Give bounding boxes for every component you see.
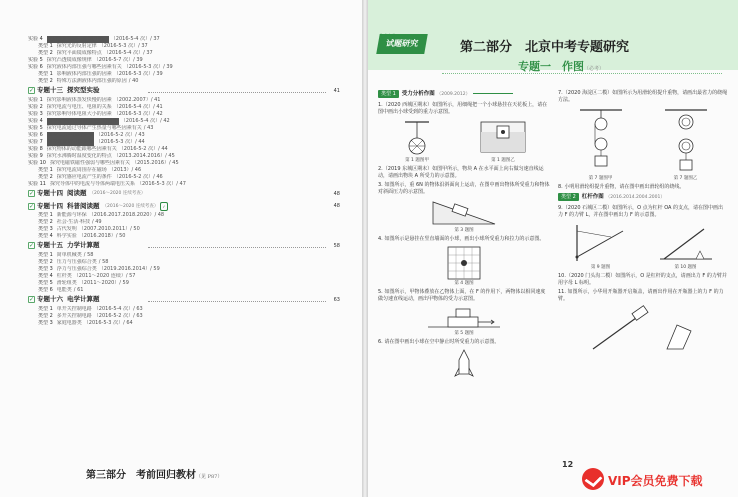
question-11: 11. 如图所示，小华用开瓶器开启瓶盖，请画出作用在开瓶器上的力 F 的力臂。 [558,289,724,302]
toc-row[interactable]: 类型 4 杠杆类 （2011～2020 连续）/ 57 [38,273,136,279]
toc-row[interactable]: 实验 6 探究液体内部压强与哪些因素有关 （2016-5-3 次）/ 39 [28,64,173,70]
toc-row[interactable]: 类型 3 家庭电器类 （2016-5-3 次）/ 64 [38,320,133,326]
question-7: 7.（2020 海淀区二模）如图所示为用滑轮组提升重物，请画出最省力的绕绳方法。 [558,90,728,103]
type-heading-2: 类型 2 杠杆作图 （2016.2014.2004.2001） [558,193,728,202]
toc-row[interactable]: 实验 8 探究物体的动能跟哪些因素有关 （2016-5-2 次）/ 44 [28,146,168,152]
toc-row[interactable]: 类型 2 特殊方法测液体内部压强的原因 / 40 [38,78,139,84]
check-icon: ✓ [29,296,35,303]
left-column [378,90,550,378]
bar-lever-icon [656,221,716,265]
part-title: 第二部分 北京中考专题研究 [460,40,630,55]
check-icon: ✓ [29,242,35,249]
toc-row[interactable]: 类型 1 探究电流周围存在磁场 （2013）/ 46 [38,167,142,173]
figure-10: 第 10 题图 [656,221,716,271]
toc-row[interactable]: 实验 9 探究水沸腾时温度变化的特点 （2013.2014.2016）/ 45 [28,153,175,159]
banner-tag: 北京中考 试题研究 [376,34,428,54]
figure-7b: 第 7 题图乙 [661,106,711,182]
figure-1b: 第 1 题图乙 [475,118,531,164]
hanging-ball-icon [397,118,437,158]
right-column [558,90,728,351]
toc-row[interactable]: 类型 6 电能类 / 61 [38,287,84,293]
question-1: 1.（2020 西城区期末）如图所示，用细绳把一个小球悬挂在天花板上，请在图中画出小球受到的重力示意图。 [378,102,548,115]
check-icon: ✓ [29,87,35,94]
lever-icon [571,221,631,265]
rocket-icon [449,348,479,378]
table-of-contents [28,36,340,327]
toc-row[interactable]: 实验 5 探究电流通过导体产生热量与哪些因素有关 / 43 [28,125,154,131]
toc-row[interactable]: 类型 1 探究光的反射定律 （2016-5-3 次）/ 37 [38,43,148,49]
page-number: 12 [562,460,574,469]
section-15[interactable]: ✓ 专题十五 力学计算题 58 [29,241,340,249]
toc-row[interactable]: 类型 2 探究感应电流产生的条件 （2016-5-2 次）/ 46 [38,174,163,180]
pulley-a-icon [576,106,626,176]
toc-row[interactable]: 类型 1 影响液体内部压强的因素 （2016-5-3 次）/ 39 [38,71,163,77]
toc-row[interactable]: 实验 1 探究影响液体蒸发快慢的因素 （2002.2007）/ 41 [28,97,161,103]
vip-logo-icon [582,468,604,490]
check-icon: ✓ [29,203,35,210]
toc-row[interactable]: 类型 5 滑轮组类 （2011～2020）/ 59 [38,280,129,286]
toc-row[interactable]: 实验 6 探究二力平衡的条件 （2016-5-2 次）/ 43 [28,132,145,138]
section-14[interactable]: ✓ 专题十四 阅读题 （2016～2020 连续考查） 48 [29,189,340,197]
container-icon [475,118,531,158]
toc-row[interactable]: 实验 10 探究电磁铁磁性强弱与哪些因素有关 （2015.2016）/ 45 [28,160,179,166]
toc-row[interactable]: 类型 2 多开关控制电路 （2016-5-2 次）/ 63 [38,313,143,319]
question-4: 4. 如图所示是悬挂在竖直墙面的小球，画出小球所受重力和拉力的示意图。 [378,236,545,242]
toc-row[interactable]: 类型 3 古代发明 （2007.2010.2011）/ 50 [38,226,140,232]
toc-row[interactable]: 实验 5 探究凸透镜成像规律 （2016-5-7 次）/ 39 [28,57,143,63]
question-6: 6. 请在图中画出小球在空中静止时所受重力的示意图。 [378,339,500,345]
toc-row[interactable]: 实验 7 探究杠杆的平衡条件 （2016-5-3 次）/ 44 [28,139,145,145]
section-16[interactable]: ✓ 专题十六 电学计算题 63 [29,295,340,303]
bottle-opener-icon [583,305,703,351]
question-2: 2.（2019 东城区期末）如图甲所示，物块 A 在水平面上向右做匀速直线运动，请画出物块 A 所受力的示意图。 [378,166,544,179]
grid-icon [444,245,484,281]
right-page [368,0,738,497]
header-banner [368,0,738,73]
toc-row[interactable]: 类型 2 社会·生活·科技 / 49 [38,219,102,225]
question-3: 3. 如图所示，重 6N 的物体沿斜面向上运动，在图中画出物体所受重力和物体对斜面压力的示意图。 [378,182,550,195]
toc-row[interactable]: 类型 2 压力与压强综合类 / 58 [38,259,109,265]
left-page [0,0,362,497]
figure-4: 第 4 题图 [444,245,484,287]
type-heading-1: 类型 1 受力分析作图 （2009.2012） [378,90,550,99]
question-10: 10.（2020 门头沟二模）如图所示，O 是杠杆的支点，请画出力 F 的力臂并用字母 L 标明。 [558,273,727,286]
toc-row[interactable]: 类型 1 简单机械类 / 58 [38,252,94,258]
section-13[interactable]: ✓ 专题十三 探究型实验 41 [29,86,340,94]
question-8: 8. 小明用滑轮组提升重物，请在图中画出滑轮组的绕线。 [558,184,685,190]
toc-row[interactable]: 类型 2 探究平面镜成像特点 （2016-5-4 次）/ 37 [38,50,153,56]
toc-row[interactable]: 实验 4 探究影响滑动摩擦力大小的因素 （2016-5-4 次）/ 42 [28,118,170,124]
toc-row[interactable]: 类型 1 单开关控制电路 （2016-5-4 次）/ 63 [38,306,143,312]
toc-row[interactable]: 类型 3 浮力与压强综合类 （2019.2016.2014）/ 59 [38,266,160,272]
check-icon: ✓ [29,190,35,197]
toc-row[interactable]: 类型 1 新能源与环保 （2016.2017.2018.2020）/ 48 [38,212,165,218]
figure-1a: 第 1 题图甲 [397,118,437,164]
topic-title: 专题一 作图（必考） [518,60,605,73]
toc-row[interactable]: 实验 4 光的反射规律（如测方向） （2016-5-4 次）/ 37 [28,36,160,42]
toc-row[interactable]: 类型 4 科学实验 （2016.2018）/ 50 [38,233,126,239]
figure-7a: 第 7 题图甲 [576,106,626,182]
figure-9: 第 9 题图 [571,221,631,271]
vip-download-badge[interactable]: VIP会员免费下载 [582,466,736,494]
pulley-b-icon [661,106,711,176]
question-5: 5. 如图所示，甲物体叠放在乙物体上面，在 F 的作用下，两物体以相同速度做匀速直线运动，画出甲物体的受力示意图。 [378,289,546,302]
stacked-blocks-icon [424,305,504,331]
badge-icon: ✓ [162,204,166,209]
question-9: 9.（2020 石城区二模）如图所示，O 点为杠杆 OA 的支点，请在图中画出力 F 的力臂 L，并在图中画出力 F 的示意图。 [558,205,724,218]
figure-3: 第 3 题图 [429,198,499,234]
part-three-heading[interactable]: 第三部分 考前回归教材（见 P87） [86,470,223,481]
figure-5: 第 5 题图 [424,305,504,337]
incline-icon [429,198,499,228]
section-14b[interactable]: ✓ 专题十四 科普阅读题 （2016～2020 连续考查） ✓ 48 [29,202,340,210]
toc-row[interactable]: 实验 2 探究电流与电压、电阻的关系 （2016-5-4 次）/ 41 [28,104,163,110]
toc-row[interactable]: 实验 11 探究导体中的电流与导体两端电压关系 （2016-5-3 次）/ 47 [28,181,186,187]
toc-row[interactable]: 实验 3 探究影响导体电阻大小的因素 （2016-5-3 次）/ 42 [28,111,163,117]
